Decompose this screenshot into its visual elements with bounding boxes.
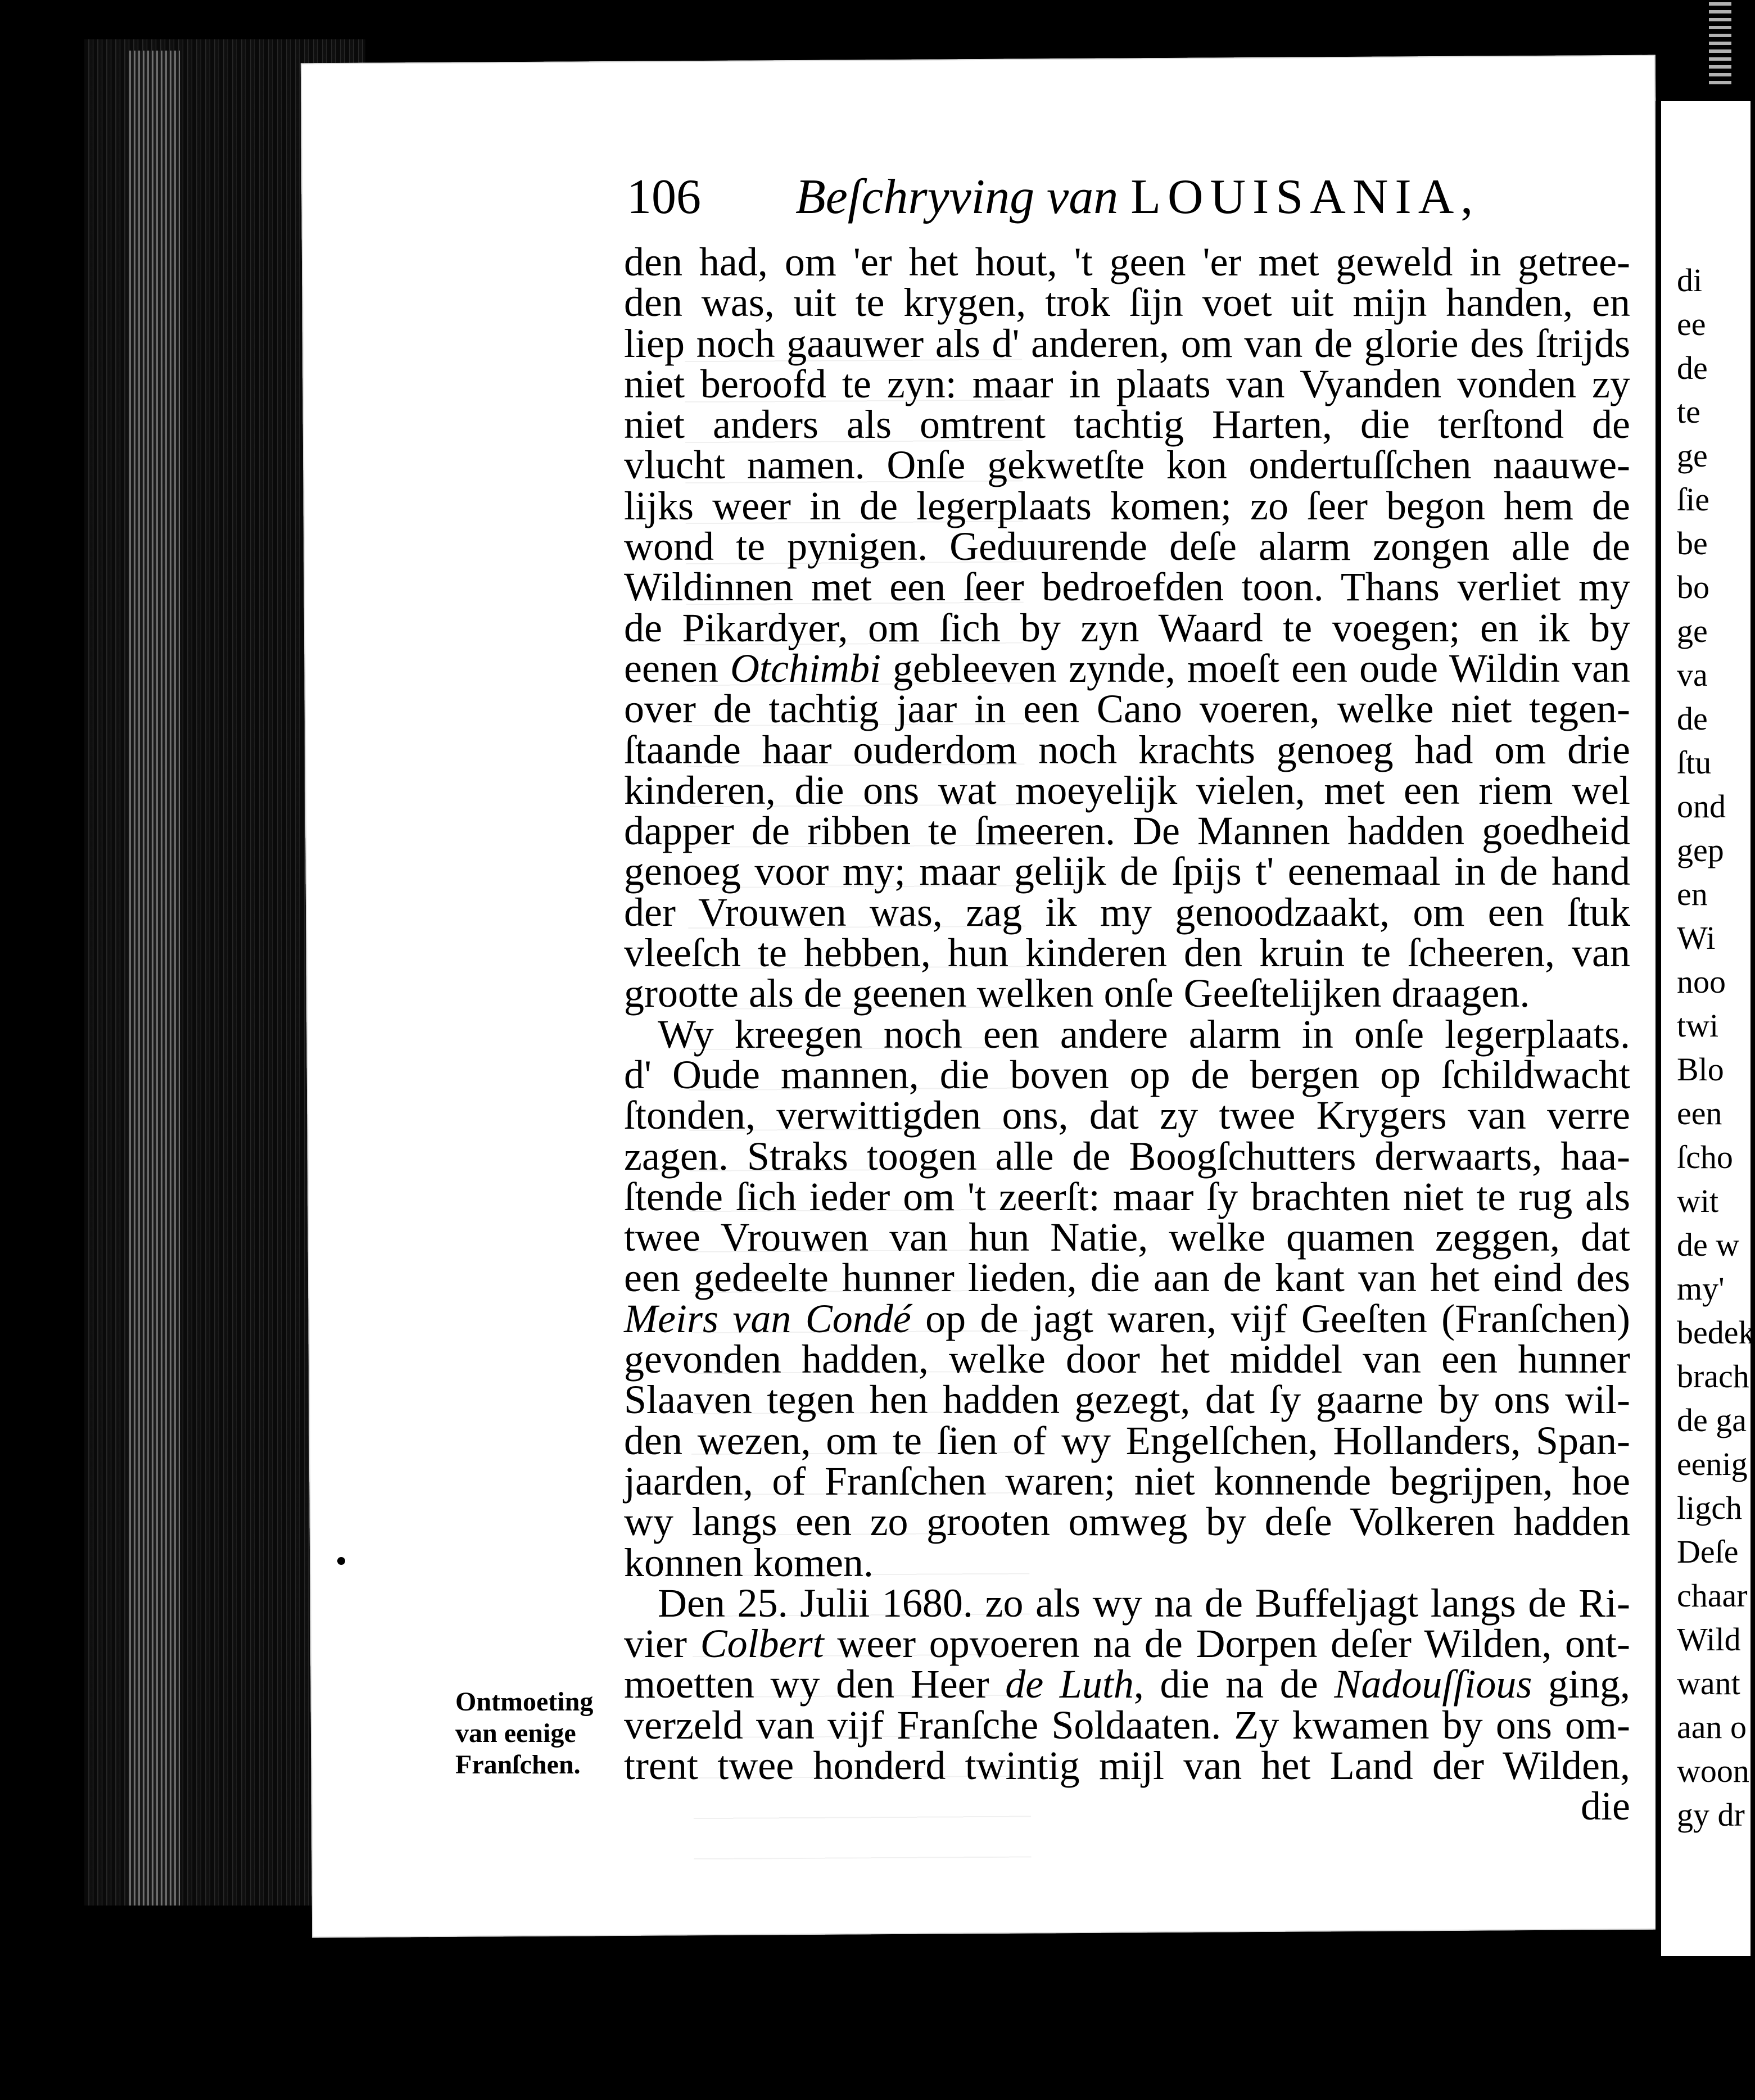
text-line: gevonden hadden, welke door het middel van een hunner [624, 1337, 1630, 1382]
text-line: ſtaande haar ouderdom noch krachts genoeg had om drie [624, 727, 1630, 772]
next-page-fragment: ond [1677, 788, 1726, 825]
next-page-fragment: Deſe [1677, 1533, 1739, 1570]
next-page-fragment: en [1677, 876, 1708, 912]
text-line: den had, om 'er het hout, 't geen 'er met geweld in getree- [624, 239, 1630, 284]
text-line: konnen komen. [624, 1540, 874, 1585]
next-page-fragment: ee [1677, 306, 1706, 342]
next-page-fragment: ſie [1677, 481, 1709, 518]
body-text [624, 239, 1631, 1829]
next-page-fragment: brach [1677, 1358, 1749, 1395]
next-page-fragment: Wild [1677, 1621, 1741, 1658]
text-line: Den 25. Julii 1680. zo als wy na de Buffeljagt langs de Ri- [658, 1580, 1630, 1626]
next-page [1656, 101, 1755, 1956]
text-line: Slaaven tegen hen hadden gezegt, dat ſy gaarne by ons wil- [624, 1377, 1630, 1423]
text-line: niet anders als omtrent tachtig Harten, die terſtond de [624, 402, 1630, 447]
text-line: jaarden, of Franſchen waren; niet konnende begrijpen, hoe [624, 1458, 1630, 1504]
text-line: twee Vrouwen van hun Natie, welke quamen zeggen, dat [624, 1215, 1630, 1260]
next-page-fragment: ſtu [1677, 744, 1712, 781]
margin-note-line: Ontmoeting [455, 1687, 594, 1717]
margin-note-line: Franſchen. [455, 1750, 581, 1780]
catchword: die [1581, 1784, 1630, 1829]
text-line: ſtende ſich ieder om 't zeerſt: maar ſy brachten niet te rug als [624, 1174, 1630, 1219]
next-page-fragment: de [1677, 350, 1708, 386]
running-title [795, 169, 1480, 225]
next-page-fragment: ge [1677, 437, 1708, 474]
text-line: der Vrouwen was, zag ik my genoodzaakt, om een ſtuk [624, 889, 1630, 935]
text-line: over de tachtig jaar in een Cano voeren, welke niet tegen- [624, 686, 1630, 732]
running-title-name: LOUISANIA, [1130, 170, 1480, 224]
next-page-fragment: een [1677, 1095, 1722, 1132]
next-page-fragment: de ga [1677, 1402, 1747, 1438]
next-page-fragment: ge [1677, 613, 1708, 649]
text-line: genoeg voor my; maar gelijk de ſpijs t' eenemaal in de hand [624, 849, 1630, 894]
spine-top [1709, 0, 1731, 84]
text-line: dapper de ribben te ſmeeren. De Mannen hadden goedheid [624, 808, 1630, 854]
next-page-fragment: va [1677, 657, 1708, 693]
text-line: Meirs van Condé op de jagt waren, vijf Geeſten (Franſchen) [624, 1296, 1631, 1341]
margin-note [455, 1686, 601, 1781]
text-line: kinderen, die ons wat moeyelijk vielen, met een riem wel [624, 767, 1630, 813]
text-line: ſtonden, verwittigden ons, dat zy twee Krygers van verre [624, 1093, 1630, 1138]
next-page-fragment: bo [1677, 569, 1709, 605]
next-page-fragment: chaar [1677, 1577, 1748, 1614]
margin-note-line: van eenige [455, 1718, 576, 1748]
text-line: trent twee honderd twintig mijl van het Land der Wilden, [624, 1743, 1630, 1788]
text-line: de Pikardyer, om ſich by zyn Waard te voegen; en ik by [624, 605, 1630, 650]
bullet-mark [337, 1557, 345, 1565]
next-page-fragment: woon [1677, 1753, 1749, 1789]
text-line: moetten wy den Heer de Luth, die na de Nadouſſious ging, [624, 1662, 1631, 1707]
text-line: wond te pynigen. Geduurende deſe alarm zongen alle de [624, 524, 1630, 569]
text-line: vleeſch te hebben, hun kinderen den kruin te ſcheeren, van [624, 930, 1630, 976]
next-page-fragment: di [1677, 262, 1703, 298]
next-page-fragment: de w [1677, 1226, 1740, 1263]
next-page-fragment: twi [1677, 1007, 1719, 1044]
text-line: vier Colbert weer opvoeren na de Dorpen deſer Wilden, ont- [624, 1621, 1631, 1667]
next-page-fragment: aan o [1677, 1709, 1747, 1745]
next-page-fragment: eenig [1677, 1446, 1748, 1482]
text-line: eenen Otchimbi gebleeven zynde, moeſt een oude Wildin van [624, 645, 1631, 691]
text-line: verzeld van vijf Franſche Soldaaten. Zy kwamen by ons om- [624, 1702, 1630, 1748]
next-page-fragment: Blo [1677, 1051, 1724, 1088]
text-line: Wildinnen met een ſeer bedroefden toon. Thans verliet my [624, 564, 1630, 610]
text-line: d' Oude mannen, die boven op de bergen op ſchildwacht [624, 1052, 1630, 1097]
next-page-fragment: gy dr [1677, 1796, 1745, 1833]
text-line: den was, uit te krygen, trok ſijn voet uit mijn handen, en [624, 280, 1630, 325]
next-page-fragment: want [1677, 1665, 1740, 1701]
text-line: liep noch gaauwer als d' anderen, om van de glorie des ſtrijds [624, 320, 1630, 366]
next-page-fragment: my' [1677, 1270, 1725, 1307]
next-page-fragment: ſcho [1677, 1139, 1733, 1175]
header [627, 169, 1608, 236]
text-line: een gedeelte hunner lieden, die aan de kant van het eind des [624, 1255, 1630, 1301]
book-edge-highlight [129, 51, 180, 1906]
text-line: niet beroofd te zyn: maar in plaats van Vyanden vonden zy [624, 361, 1630, 406]
next-page-fragment: wit [1677, 1183, 1719, 1219]
text-line: vlucht namen. Onſe gekwetſte kon ondertuſſchen naauwe- [624, 442, 1630, 488]
next-page-fragment: te [1677, 393, 1700, 430]
next-page-fragment: Wi [1677, 920, 1716, 956]
text-line: lijks weer in de legerplaats komen; zo ſeer begon hem de [624, 483, 1630, 528]
page-number: 106 [627, 170, 701, 224]
next-page-fragment: de [1677, 700, 1708, 737]
next-page-fragment: be [1677, 525, 1708, 562]
next-page-fragment: gep [1677, 832, 1724, 868]
next-page-fragment: noo [1677, 963, 1726, 1000]
text-line: den wezen, om te ſien of wy Engelſchen, Hollanders, Span- [624, 1418, 1630, 1463]
text-line: wy langs een zo grooten omweg by deſe Volkeren hadden [624, 1499, 1630, 1545]
text-line: zagen. Straks toogen alle de Boogſchutters derwaarts, haa- [624, 1133, 1630, 1179]
text-line: Wy kreegen noch een andere alarm in onſe legerplaats. [658, 1011, 1630, 1057]
text-line: grootte als de geenen welken onſe Geeſtelijken draagen. [624, 971, 1530, 1016]
next-page-fragment: ligch [1677, 1490, 1742, 1526]
running-title-prefix: Beſchryving van [795, 170, 1119, 224]
next-page-fragment: bedek [1677, 1314, 1755, 1351]
